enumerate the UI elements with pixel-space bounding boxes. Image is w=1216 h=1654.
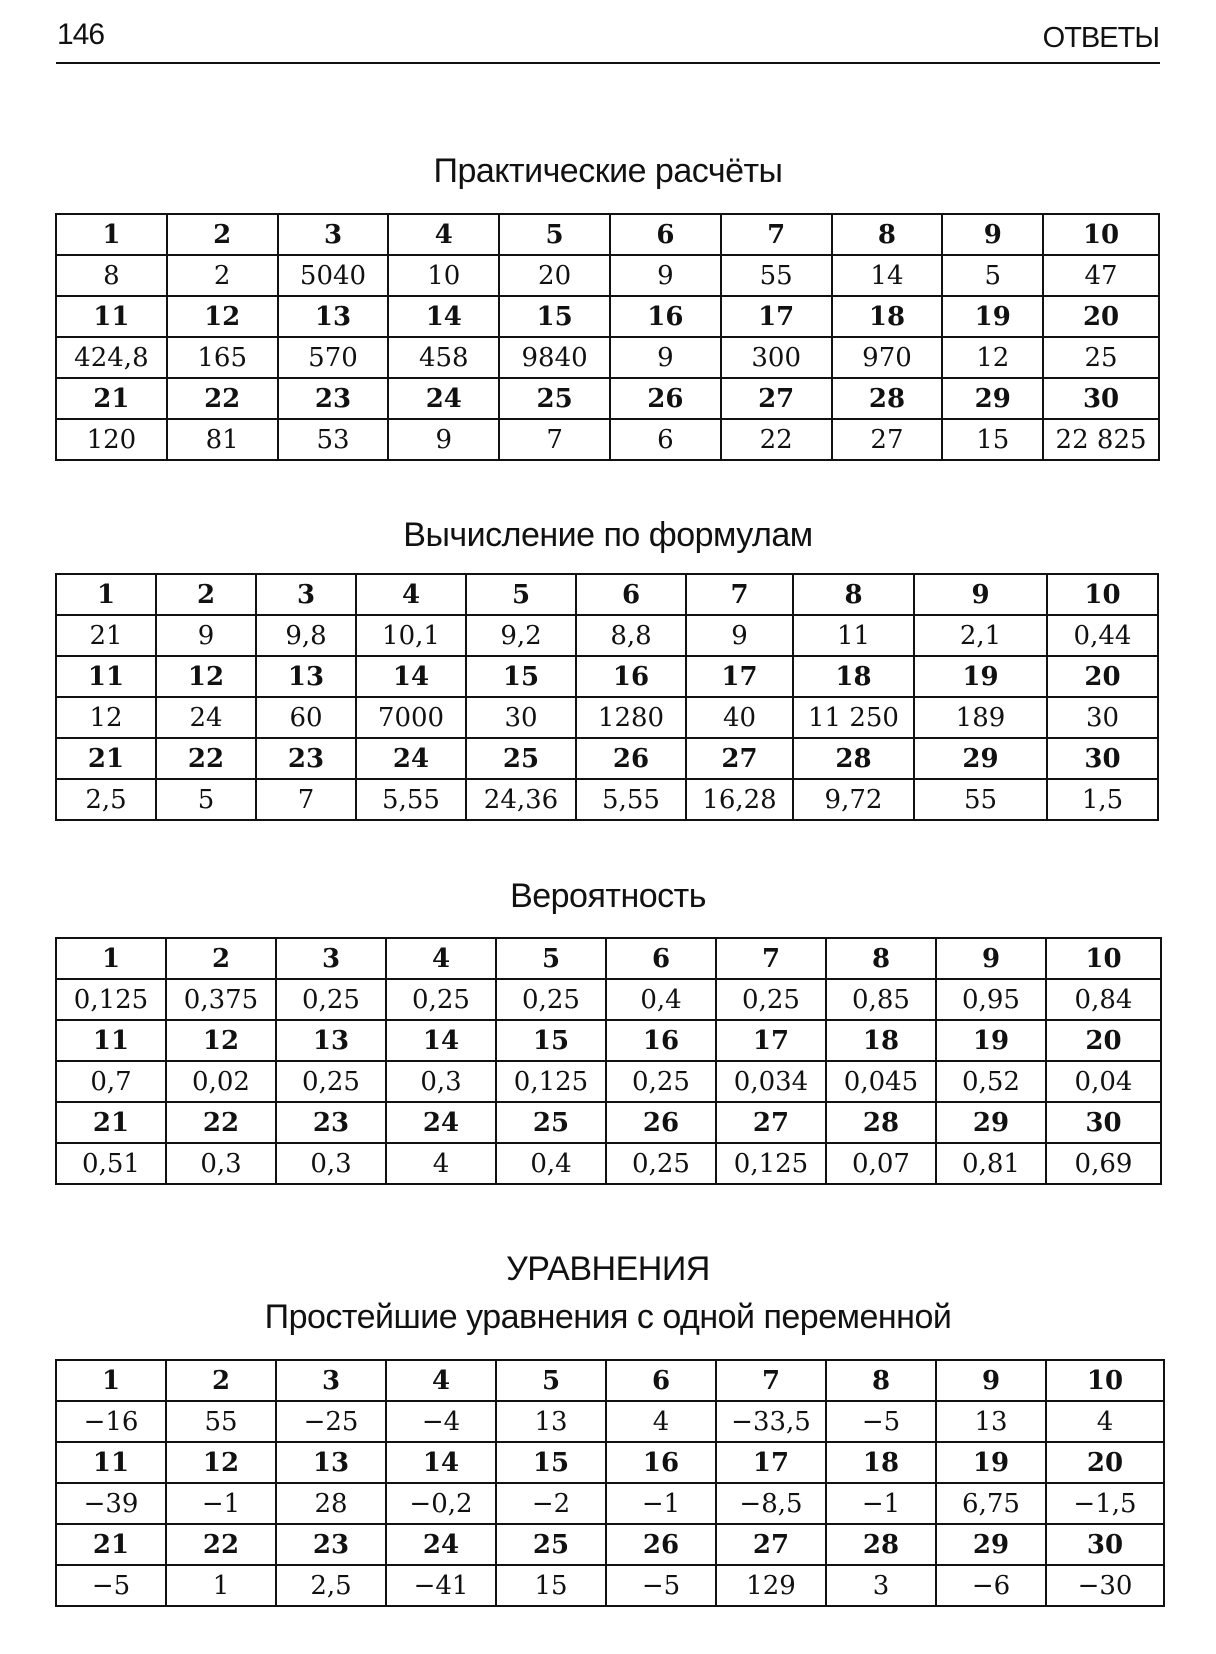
answer-cell: −4 [386,1401,496,1442]
task-number-cell: 30 [1046,1524,1164,1565]
answer-cell: 25 [1043,337,1159,378]
section-title-probability: Вероятность [510,877,706,915]
task-number-row [56,1442,1164,1483]
answer-cell: 0,3 [276,1143,386,1184]
task-number-cell: 27 [716,1524,826,1565]
task-number-cell: 19 [936,1020,1046,1061]
task-number-cell: 25 [496,1102,606,1143]
answer-cell: 3 [826,1565,936,1606]
answer-cell: 970 [832,337,943,378]
task-number-cell: 25 [499,378,610,419]
task-number-cell: 5 [466,574,576,615]
answer-cell: 7 [499,419,610,460]
task-number-cell: 17 [716,1442,826,1483]
answer-cell: −1 [166,1483,276,1524]
answer-cell: 129 [716,1565,826,1606]
task-number-cell: 19 [942,296,1043,337]
task-number-cell: 8 [826,1360,936,1401]
task-number-cell: 18 [832,296,943,337]
answer-cell: 0,81 [936,1143,1046,1184]
answer-row [56,337,1159,378]
task-number-cell: 15 [499,296,610,337]
answer-cell: 300 [721,337,832,378]
task-number-row [56,1102,1161,1143]
task-number-cell: 24 [388,378,499,419]
answer-cell: 424,8 [56,337,167,378]
task-number-cell: 25 [496,1524,606,1565]
task-number-row [56,1360,1164,1401]
task-number-row [56,938,1161,979]
task-number-cell: 16 [606,1020,716,1061]
task-number-cell: 16 [610,296,721,337]
task-number-cell: 21 [56,1102,166,1143]
task-number-cell: 9 [942,214,1043,255]
answer-cell: 0,045 [826,1061,936,1102]
task-number-cell: 11 [56,1442,166,1483]
answer-cell: 24,36 [466,779,576,820]
answer-cell: 120 [56,419,167,460]
task-number-cell: 19 [936,1442,1046,1483]
answer-cell: 22 825 [1043,419,1159,460]
task-number-cell: 3 [256,574,356,615]
task-number-cell: 20 [1046,1020,1161,1061]
task-number-cell: 15 [466,656,576,697]
answer-cell: 6 [610,419,721,460]
answer-cell: 2,5 [276,1565,386,1606]
answer-row [56,615,1158,656]
answer-row [56,1401,1164,1442]
answer-cell: 0,44 [1047,615,1158,656]
task-number-cell: 7 [716,938,826,979]
answer-cell: 0,25 [606,1143,716,1184]
answer-cell: 28 [276,1483,386,1524]
task-number-cell: 13 [276,1020,386,1061]
task-number-cell: 12 [166,1020,276,1061]
task-number-cell: 2 [167,214,278,255]
answer-cell: 30 [466,697,576,738]
task-number-cell: 4 [388,214,499,255]
answer-cell: 9 [686,615,793,656]
task-number-cell: 20 [1043,296,1159,337]
answer-cell: 13 [936,1401,1046,1442]
task-number-cell: 23 [256,738,356,779]
answer-cell: 55 [166,1401,276,1442]
task-number-cell: 22 [156,738,256,779]
task-number-cell: 8 [826,938,936,979]
answer-cell: −1,5 [1046,1483,1164,1524]
task-number-cell: 3 [278,214,389,255]
answer-cell: −41 [386,1565,496,1606]
answer-cell: −33,5 [716,1401,826,1442]
answer-cell: 16,28 [686,779,793,820]
task-number-cell: 10 [1047,574,1158,615]
answer-cell: 0,7 [56,1061,166,1102]
task-number-cell: 15 [496,1442,606,1483]
task-number-cell: 11 [56,296,167,337]
answer-cell: −39 [56,1483,166,1524]
task-number-row [56,1020,1161,1061]
answer-cell: −30 [1046,1565,1164,1606]
task-number-cell: 6 [576,574,686,615]
task-number-cell: 26 [610,378,721,419]
answer-cell: 4 [1046,1401,1164,1442]
task-number-cell: 29 [914,738,1047,779]
task-number-cell: 7 [686,574,793,615]
answer-cell: 5 [156,779,256,820]
task-number-cell: 2 [166,1360,276,1401]
answer-cell: 165 [167,337,278,378]
task-number-cell: 10 [1046,938,1161,979]
answer-cell: 0,4 [606,979,716,1020]
task-number-cell: 14 [356,656,466,697]
answer-cell: 0,25 [606,1061,716,1102]
answer-cell: 53 [278,419,389,460]
task-number-row [56,738,1158,779]
answer-cell: 0,25 [276,979,386,1020]
task-number-cell: 28 [793,738,914,779]
task-number-cell: 6 [610,214,721,255]
answer-cell: −8,5 [716,1483,826,1524]
task-number-cell: 21 [56,1524,166,1565]
task-number-cell: 18 [826,1442,936,1483]
answer-cell: 0,3 [386,1061,496,1102]
answers-table-formula-calculations [55,573,1159,821]
answer-cell: 9,8 [256,615,356,656]
answer-cell: 0,07 [826,1143,936,1184]
task-number-cell: 6 [606,938,716,979]
task-number-cell: 21 [56,378,167,419]
answer-row [56,979,1161,1020]
task-number-cell: 1 [56,1360,166,1401]
answer-cell: 81 [167,419,278,460]
task-number-cell: 14 [386,1020,496,1061]
answer-cell: 4 [606,1401,716,1442]
answer-cell: 2,1 [914,615,1047,656]
task-number-cell: 10 [1043,214,1159,255]
answer-cell: −5 [606,1565,716,1606]
answer-cell: 9,2 [466,615,576,656]
answer-cell: 5,55 [576,779,686,820]
answer-cell: 11 250 [793,697,914,738]
answer-row [56,1483,1164,1524]
task-number-cell: 19 [914,656,1047,697]
task-number-cell: 10 [1046,1360,1164,1401]
answer-cell: 0,25 [276,1061,386,1102]
answer-cell: 0,3 [166,1143,276,1184]
header-rule [56,62,1160,64]
task-number-cell: 23 [276,1524,386,1565]
task-number-cell: 13 [276,1442,386,1483]
answer-cell: 5,55 [356,779,466,820]
answer-cell: 0,125 [496,1061,606,1102]
answer-cell: 9,72 [793,779,914,820]
task-number-cell: 9 [936,1360,1046,1401]
section-title-practical-calculations: Практические расчёты [433,152,783,190]
task-number-cell: 25 [466,738,576,779]
answer-cell: 15 [942,419,1043,460]
answer-cell: 21 [56,615,156,656]
task-number-cell: 3 [276,1360,386,1401]
task-number-cell: 18 [826,1020,936,1061]
answer-row [56,255,1159,296]
task-number-cell: 27 [716,1102,826,1143]
task-number-cell: 26 [606,1524,716,1565]
task-number-cell: 8 [832,214,943,255]
task-number-cell: 17 [716,1020,826,1061]
answer-cell: 2,5 [56,779,156,820]
answer-cell: 7 [256,779,356,820]
answer-cell: 0,85 [826,979,936,1020]
answer-cell: 0,02 [166,1061,276,1102]
task-number-cell: 1 [56,574,156,615]
task-number-cell: 12 [167,296,278,337]
task-number-cell: 20 [1047,656,1158,697]
answer-cell: 47 [1043,255,1159,296]
answer-cell: −6 [936,1565,1046,1606]
answer-cell: −1 [606,1483,716,1524]
section-title-formula-calculations: Вычисление по формулам [403,516,813,554]
task-number-cell: 28 [832,378,943,419]
task-number-cell: 26 [606,1102,716,1143]
answer-cell: 9840 [499,337,610,378]
answer-row [56,779,1158,820]
task-number-cell: 3 [276,938,386,979]
answer-cell: 1280 [576,697,686,738]
task-number-cell: 2 [156,574,256,615]
task-number-cell: 11 [56,1020,166,1061]
answer-cell: 4 [386,1143,496,1184]
task-number-cell: 16 [606,1442,716,1483]
answers-table-probability [55,937,1162,1185]
task-number-cell: 28 [826,1524,936,1565]
answer-cell: 0,95 [936,979,1046,1020]
answer-cell: 10,1 [356,615,466,656]
answer-cell: 9 [610,255,721,296]
task-number-cell: 27 [686,738,793,779]
answers-table-simple-equations [55,1359,1165,1607]
answer-cell: 55 [914,779,1047,820]
answer-cell: 570 [278,337,389,378]
answer-cell: 7000 [356,697,466,738]
answer-cell: 189 [914,697,1047,738]
task-number-cell: 29 [936,1524,1046,1565]
answer-cell: 30 [1047,697,1158,738]
answer-cell: −0,2 [386,1483,496,1524]
task-number-cell: 5 [499,214,610,255]
task-number-row [56,378,1159,419]
answer-cell: 6,75 [936,1483,1046,1524]
task-number-cell: 12 [166,1442,276,1483]
chapter-title-equations: УРАВНЕНИЯ [506,1250,710,1288]
answer-cell: 5 [942,255,1043,296]
task-number-cell: 14 [388,296,499,337]
task-number-cell: 7 [721,214,832,255]
answer-cell: −5 [826,1401,936,1442]
answer-cell: 9 [610,337,721,378]
answer-row [56,1061,1161,1102]
task-number-cell: 4 [386,1360,496,1401]
answer-cell: 9 [156,615,256,656]
answer-row [56,419,1159,460]
task-number-cell: 13 [278,296,389,337]
task-number-cell: 15 [496,1020,606,1061]
answer-cell: 13 [496,1401,606,1442]
task-number-row [56,296,1159,337]
answer-cell: 2 [167,255,278,296]
answer-cell: 5040 [278,255,389,296]
answer-cell: 0,25 [716,979,826,1020]
answer-cell: −25 [276,1401,386,1442]
answer-cell: 27 [832,419,943,460]
answer-cell: 8 [56,255,167,296]
task-number-cell: 22 [166,1524,276,1565]
answer-cell: 1,5 [1047,779,1158,820]
task-number-cell: 29 [942,378,1043,419]
answers-table-practical-calculations [55,213,1160,461]
task-number-cell: 7 [716,1360,826,1401]
task-number-row [56,1524,1164,1565]
answer-cell: 1 [166,1565,276,1606]
task-number-row [56,214,1159,255]
task-number-cell: 23 [276,1102,386,1143]
section-title-simple-equations: Простейшие уравнения с одной переменной [264,1298,952,1336]
answer-cell: 8,8 [576,615,686,656]
answer-cell: −16 [56,1401,166,1442]
task-number-cell: 21 [56,738,156,779]
answer-cell: 0,04 [1046,1061,1161,1102]
answer-cell: −5 [56,1565,166,1606]
answer-row [56,1565,1164,1606]
answer-cell: 0,25 [386,979,496,1020]
answer-cell: 458 [388,337,499,378]
task-number-cell: 24 [386,1102,496,1143]
task-number-row [56,656,1158,697]
task-number-cell: 17 [721,296,832,337]
task-number-cell: 4 [356,574,466,615]
running-title: ОТВЕТЫ [1042,22,1159,54]
task-number-cell: 1 [56,938,166,979]
task-number-cell: 26 [576,738,686,779]
task-number-cell: 30 [1043,378,1159,419]
task-number-cell: 30 [1047,738,1158,779]
answer-cell: 0,125 [56,979,166,1020]
answer-cell: 0,69 [1046,1143,1161,1184]
task-number-cell: 27 [721,378,832,419]
task-number-cell: 18 [793,656,914,697]
answer-cell: 0,375 [166,979,276,1020]
task-number-cell: 13 [256,656,356,697]
task-number-cell: 5 [496,1360,606,1401]
answer-cell: 55 [721,255,832,296]
answer-cell: 0,25 [496,979,606,1020]
answer-cell: 14 [832,255,943,296]
answer-cell: −2 [496,1483,606,1524]
answer-cell: 11 [793,615,914,656]
task-number-cell: 12 [156,656,256,697]
answer-cell: 60 [256,697,356,738]
task-number-cell: 24 [356,738,466,779]
task-number-cell: 1 [56,214,167,255]
answer-cell: 12 [942,337,1043,378]
answer-cell: 0,84 [1046,979,1161,1020]
task-number-cell: 6 [606,1360,716,1401]
task-number-cell: 23 [278,378,389,419]
answer-cell: 10 [388,255,499,296]
answer-cell: 0,125 [716,1143,826,1184]
task-number-cell: 30 [1046,1102,1161,1143]
answer-cell: 0,4 [496,1143,606,1184]
task-number-cell: 16 [576,656,686,697]
task-number-cell: 24 [386,1524,496,1565]
answer-row [56,1143,1161,1184]
task-number-cell: 22 [166,1102,276,1143]
task-number-cell: 9 [914,574,1047,615]
answer-cell: 9 [388,419,499,460]
page-number: 146 [57,18,105,51]
task-number-cell: 9 [936,938,1046,979]
answer-row [56,697,1158,738]
task-number-row [56,574,1158,615]
task-number-cell: 8 [793,574,914,615]
task-number-cell: 2 [166,938,276,979]
answer-cell: 24 [156,697,256,738]
answer-cell: 0,52 [936,1061,1046,1102]
answer-cell: 0,51 [56,1143,166,1184]
task-number-cell: 4 [386,938,496,979]
answer-cell: 40 [686,697,793,738]
task-number-cell: 28 [826,1102,936,1143]
task-number-cell: 22 [167,378,278,419]
task-number-cell: 5 [496,938,606,979]
task-number-cell: 14 [386,1442,496,1483]
answer-cell: 20 [499,255,610,296]
task-number-cell: 17 [686,656,793,697]
task-number-cell: 29 [936,1102,1046,1143]
task-number-cell: 11 [56,656,156,697]
answer-cell: −1 [826,1483,936,1524]
answer-cell: 15 [496,1565,606,1606]
answer-cell: 0,034 [716,1061,826,1102]
answer-cell: 22 [721,419,832,460]
task-number-cell: 20 [1046,1442,1164,1483]
answer-cell: 12 [56,697,156,738]
